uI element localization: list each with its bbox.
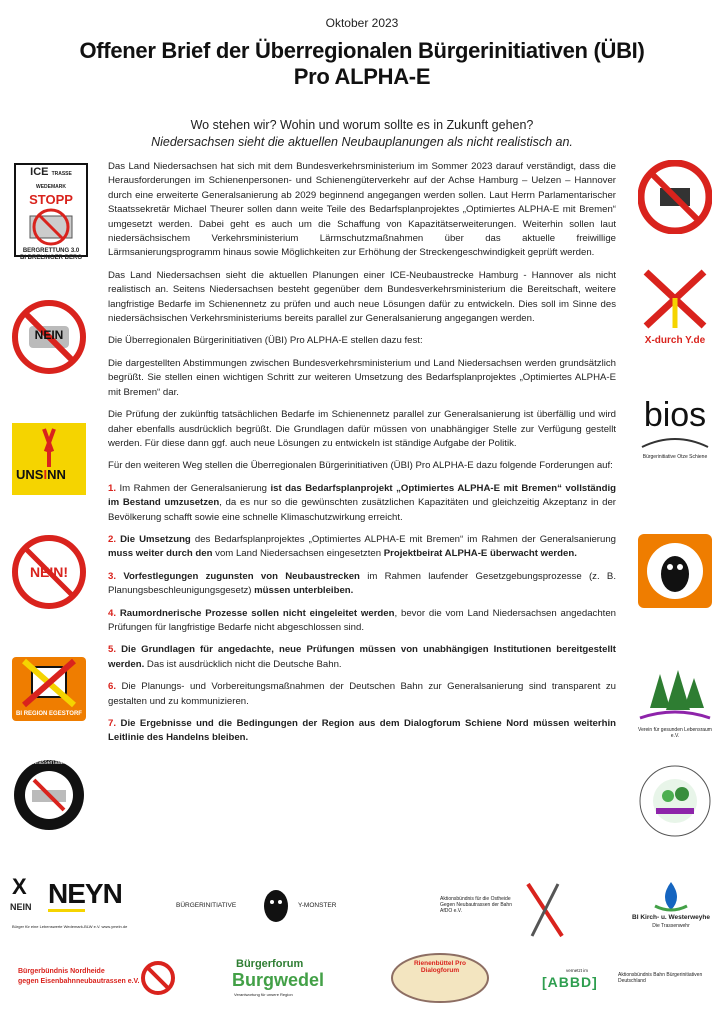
landscape-icon <box>638 764 712 838</box>
logo-lebensraum <box>638 764 712 838</box>
paragraph-2: Das Land Niedersachsen sieht die aktuellen Planungen einer ICE-Neubaustrecke Hamburg - Hannover als nicht realistisch an. Seitens Niedersachsen besteht gegenüber dem Bundesverkehrsministerium die Bereitschaft, weitere langfristige Bedarfe im Schienennetz zu prüfen und auch neue Lösungen dafür zu entwickeln. Dies soll im Sinne des niedersächsischen Verkehrsministeriums bereits parallel zur Generalsanierung angegangen werden. <box>108 269 616 325</box>
logo-afdo: Aktionsbündnis für die Ostheide Gegen Neubautrassen der Bahn AfDO e.V. <box>440 880 570 940</box>
requirement-item: 5. Die Grundlagen für angedachte, neue Prüfungen müssen von unabhängigen Institutionen bereitgestellt werden. Das ist ausdrücklich nicht die Deutsche Bahn. <box>108 644 616 670</box>
date-line: Oktober 2023 <box>325 16 399 30</box>
logo-dialogforum: Rienenbüttel Pro Dialogforum <box>390 952 490 1004</box>
monster-face-icon <box>638 534 712 608</box>
y-shape-icon <box>42 429 56 467</box>
logo-kirch-westerweyhe: BI Kirch- u. Westerweyhe Die Trassenwehr <box>626 880 716 940</box>
title-line-1: Offener Brief der Überregionalen Bürgerinitiativen (ÜBI) <box>79 38 645 63</box>
logo-egestorf: BI REGION EGESTORF <box>12 657 86 721</box>
letter-body <box>108 160 616 754</box>
track-icon <box>638 435 712 449</box>
monster-face-icon <box>258 888 294 924</box>
logo-ice-stopp: ICE TRASSE WEDEMARK STOPP BERGRETTUNG 3.0 BI BRELINGER BERG <box>14 163 88 257</box>
requirements-list <box>108 482 616 746</box>
subtitle <box>0 117 724 151</box>
requirement-item: 7. Die Ergebnisse und die Bedingungen der Region aus dem Dialogforum Schiene Nord müssen weiterhin Leitlinie des Handelns bleiben. <box>108 718 616 744</box>
requirement-item: 3. Vorfestlegungen zugunsten von Neubaustrecken im Rahmen laufender Gesetzgebungsprozesse (z. B. Planungsbeschleunigungsgesetz) müssen unterbleiben. <box>108 570 616 597</box>
logo-buergerforum-burgwedel: Bürgerforum Burgwedel Verantwortung für unsere Region <box>232 958 325 997</box>
requirement-item: 2. Die Umsetzung des Bedarfsplanprojektes „Optimiertes ALPHA-E mit Bremen“ im Rahmen der Generalsanierung muss weiter durch den vom Land Niedersachsen eingesetzten Projektbeirat ALPHA-E überwacht werden. <box>108 533 616 560</box>
logo-nein-nein: X NEIN NEYN Bürger für eine Lebenswerte Wedemark-BLW e.V. www.ymeln.de <box>10 874 128 929</box>
page-title <box>0 38 724 90</box>
logo-nein-train: NEIN <box>12 300 86 374</box>
x-y-icon <box>638 268 712 330</box>
paragraph-1: Das Land Niedersachsen hat sich mit dem Bundesverkehrsministerium im Sommer 2023 darauf verständigt, dass die Herausforderungen im Schienenpersonen- und Schienengüterverkehr auf der Achse Hamburg – Uelzen – Hannover durch eine erweiterte Generalsanierung ab 2029 beginnend angegangen werden sollen. Laut Herrn Parlamentarischer Staatssekretär Michael Theurer sollen dann weite Teile des Bedarfsplanprojektes „Optimiertes ALPHA-E mit Bremen“ umgesetzt werden. Dabei geht es auch um die Schaffung von Kapazitätserweiterungen. Weiterhin sollen laut niedersächsischem Verkehrsministerium Lärmschutzmaßnahmen über das aktuelle freiwillige Lärmsanierungsprogramm hinaus sowie Möglichkeiten zur Erhöhung der Streckengeschwindigkeit geprüft werden. <box>108 161 616 259</box>
alarm-train-icon <box>12 758 86 832</box>
trees-icon <box>638 668 712 722</box>
paragraph-4: Die dargestellten Abstimmungen zwischen Bundesverkehrsministerium und Land Niedersachsen werden grundsätzlich begrüßt. Sie stellen einen wichtigen Schritt zur weiteren Umsetzung des Bedarfsplanprojektes „Optimiertes ALPHA-E mit Bremen“ dar. <box>108 357 616 398</box>
requirement-item: 4. Raumordnerische Prozesse sollen nicht eingeleitet werden, bevor die vom Land Niedersachsen angedachten Prüfungen für langfristige Bedarfe nicht abgeschlossen sind. <box>108 607 616 633</box>
requirement-item: 6. Die Planungs- und Vorbereitungsmaßnahmen der Deutschen Bahn zur Generalsanierung sind transparent zu gestalten und zu kommunizieren. <box>108 681 616 707</box>
logo-unsinn: UNSINN <box>12 423 86 495</box>
subtitle-line-2: Niedersachsen sieht die aktuellen Neubauplanungen als nicht realistisch an. <box>151 135 573 149</box>
logo-nordheide: Bürgerbündnis Nordheide gegen Eisenbahnneubautrassen e.V. <box>18 958 178 998</box>
paragraph-3: Die Überregionalen Bürgerinitiativen (ÜBI) Pro ALPHA-E stellen dazu fest: <box>108 335 423 347</box>
no-track-icon <box>140 960 176 996</box>
logo-nein-2: NEIN! <box>12 535 86 609</box>
logo-buergerinitiative-monster: BÜRGERINITIATIVE Y-MONSTER <box>176 888 352 928</box>
crossed-track-icon <box>518 880 568 940</box>
stop-train-icon <box>16 206 86 248</box>
no-train-icon <box>638 160 712 234</box>
requirement-item: 1. Im Rahmen der Generalsanierung ist das Bedarfsplanprojekt „Optimiertes ALPHA-E mit Bremen“ vollständig im Bestand umzusetzen, da es nur so die gewünschten zusätzlichen Kapazitäten und gleichzeitig Akzeptanz in der Bevölkerung schafft sowie eine schnelle Klimaschutzwirkung erreicht. <box>108 482 616 523</box>
logo-abbd: vernetzt im [ABBD] Aktionsbündnis Bahn Bürgerinitiativen Deutschland <box>542 968 703 990</box>
logo-gesunden: Verein für gesunden Lebensraum e.V. <box>638 668 712 740</box>
subtitle-line-1: Wo stehen wir? Wohin und worum sollte es in Zukunft gehen? <box>190 118 534 132</box>
logo-trassenalarm: www.trassenalarm.de <box>12 758 86 832</box>
crossed-train-icon <box>12 657 86 709</box>
logo-no-train-right <box>638 160 712 234</box>
title-line-2: Pro ALPHA-E <box>293 64 431 89</box>
paragraph-6: Für den weiteren Weg stellen die Überregionalen Bürgerinitiativen (ÜBI) Pro ALPHA-E dazu folgende Forderungen auf: <box>108 460 613 472</box>
paragraph-5: Die Prüfung der zukünftig tatsächlichen Bedarfe im Schienennetz parallel zur Generalsanierung ist überfällig und wird daher ebenfalls ausdrücklich begrüßt. Die Grundlagen dafür müssen von unabhängiger Stelle zur Verfügung gestellt werden. Für diese dann ggf. auch neue Lösungen zu entwickeln ist ständige Aufgabe der Politik. <box>108 409 616 449</box>
logo-x-durch-y: X-durch Y.de <box>638 268 712 348</box>
water-drop-icon <box>651 880 691 912</box>
logo-bios: bios Bürgerinitiative Otze Schiene <box>638 395 712 461</box>
logo-monster <box>638 534 712 608</box>
